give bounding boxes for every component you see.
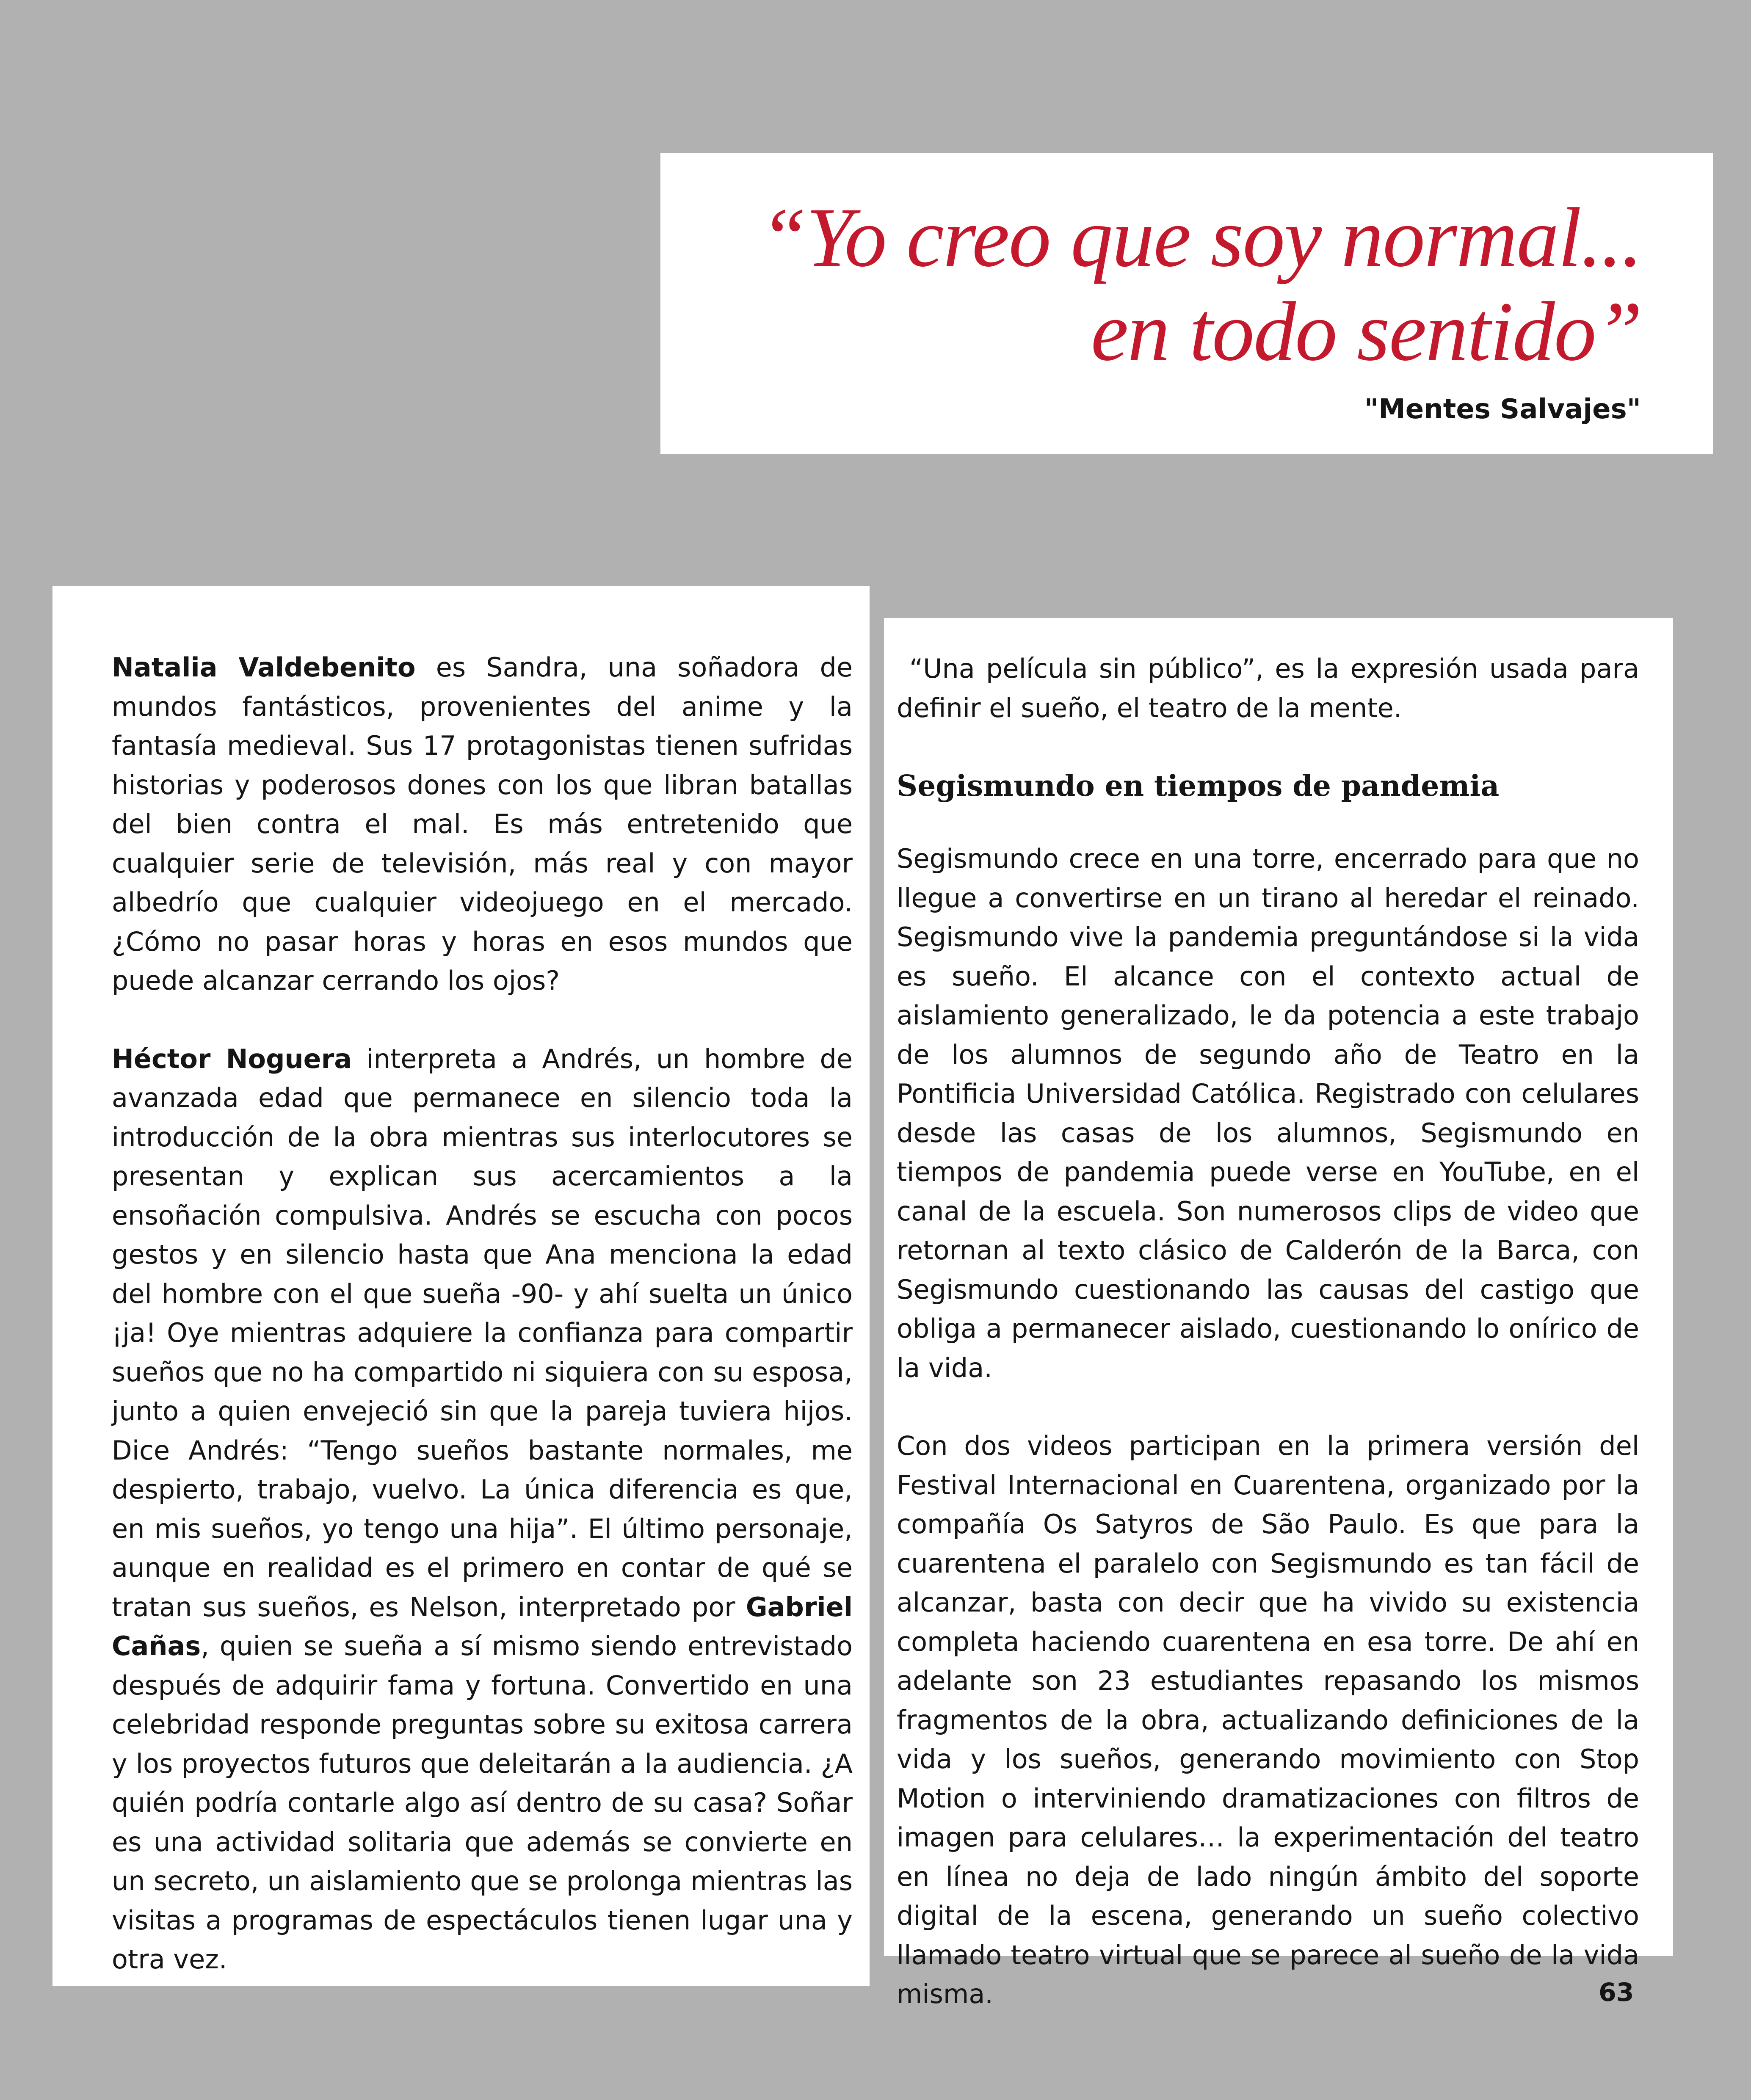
paragraph-festival: Con dos videos participan en la primera versión del Festival Internacional en Cuarentena, organizado por la compañía Os Satyros de São Paulo. Es que para la cuarentena el paralelo con Segismundo es tan fácil de alcanzar, basta con decir que ha vivido su existencia completa haciendo cuarentena en esa torre. De ahí en adelante son 23 estudiantes repasando los mismos fragmentos de la obra, actualizando definiciones de la vida y los sueños, generando movimiento con Stop Motion o interviniendo dramatizaciones con filtros de imagen para celulares… la experimentación del teatro en línea no deja de lado ningún ámbito del soporte digital de la escena, generando un sueño colectivo llamado teatro virtual que se parece al sueño de la vida misma. [897, 1430, 1639, 2009]
pull-quote-line-1: “Yo creo que soy normal... [760, 191, 1642, 284]
pull-quote-source: "Mentes Salvajes" [1364, 394, 1641, 425]
paragraph-segismundo: Segismundo crece en una torre, encerrado para que no llegue a convertirse en un tirano al heredar el reinado. Segismundo vive la pandemia preguntándose si la vida es sueño. El alcance con el contexto actual de aislamiento generalizado, le da potencia a este trabajo de los alumnos de segundo año de Teatro en la Pontificia Universidad Católica. Registrado con celulares desde las casas de los alumnos, Segismundo en tiempos de pandemia puede verse en YouTube, en el canal de la escuela. Son numerosos clips de video que retornan al texto clásico de Calderón de la Barca, con Segismundo cuestionando las causas del castigo que obliga a permanecer aislado, cuestionando lo onírico de la vida. [897, 843, 1639, 1383]
paragraph-pelicula: “Una película sin público”, es la expresión usada para definir el sueño, el teatro de la mente. [897, 653, 1639, 723]
paragraph-natalia [112, 648, 853, 1001]
person-name: Natalia Valdebenito [112, 652, 416, 683]
person-name: Héctor Noguera [112, 1043, 352, 1074]
pull-quote-line-2: en todo sentido” [1091, 285, 1642, 378]
left-column [52, 586, 870, 1986]
paragraph-text: es Sandra, una soñadora de mundos fantásticos, provenientes del anime y la fantasía medieval. Sus 17 protagonistas tienen sufridas historias y poderosos dones con los que libran batallas del bien contra el mal. Es más entretenido que cualquier serie de televisión, más real y con mayor albedrío que cualquier videojuego en el mercado. ¿Cómo no pasar horas y horas en esos mundos que puede alcanzar cerrando los ojos? [112, 652, 853, 996]
person-name: Gabriel Cañas [112, 1591, 853, 1661]
page-number: 63 [1599, 1978, 1634, 2007]
section-heading: Segismundo en tiempos de pandemia [897, 769, 1500, 803]
paragraph-text: interpreta a Andrés, un hombre de avanzada edad que permanece en silencio toda la introducción de la obra mientras sus interlocutores se presentan y explican sus acercamientos a la ensoñación compulsiva. Andrés se escucha con pocos gestos y en silencio hasta que Ana menciona la edad del hombre con el que sueña -90- y ahí suelta un único ¡ja! Oye mientras adquiere la confianza para compartir sueños que no ha compartido ni siquiera con su esposa, junto a quien envejeció sin que la pareja tuviera hijos. Dice Andrés: “Tengo sueños bastante normales, me despierto, trabajo, vuelvo. La única diferencia es que, en mis sueños, yo tengo una hija”. El último personaje, aunque en realidad es el primero en contar de qué se tratan sus sueños, es Nelson, interpretado por [112, 1043, 853, 1623]
paragraph-text: , quien se sueña a sí mismo siendo entrevistado después de adquirir fama y fortuna. Convertido en una celebridad responde preguntas sobre su exitosa carrera y los proyectos futuros que deleitarán a la audiencia. ¿A quién podría contarle algo así dentro de su casa? Soñar es una actividad solitaria que además se convierte en un secreto, un aislamiento que se prolonga mientras las visitas a programas de espectáculos tienen lugar una y otra vez. [112, 1631, 853, 1975]
paragraph-hector [112, 1040, 853, 1979]
pull-quote-box [660, 153, 1713, 454]
